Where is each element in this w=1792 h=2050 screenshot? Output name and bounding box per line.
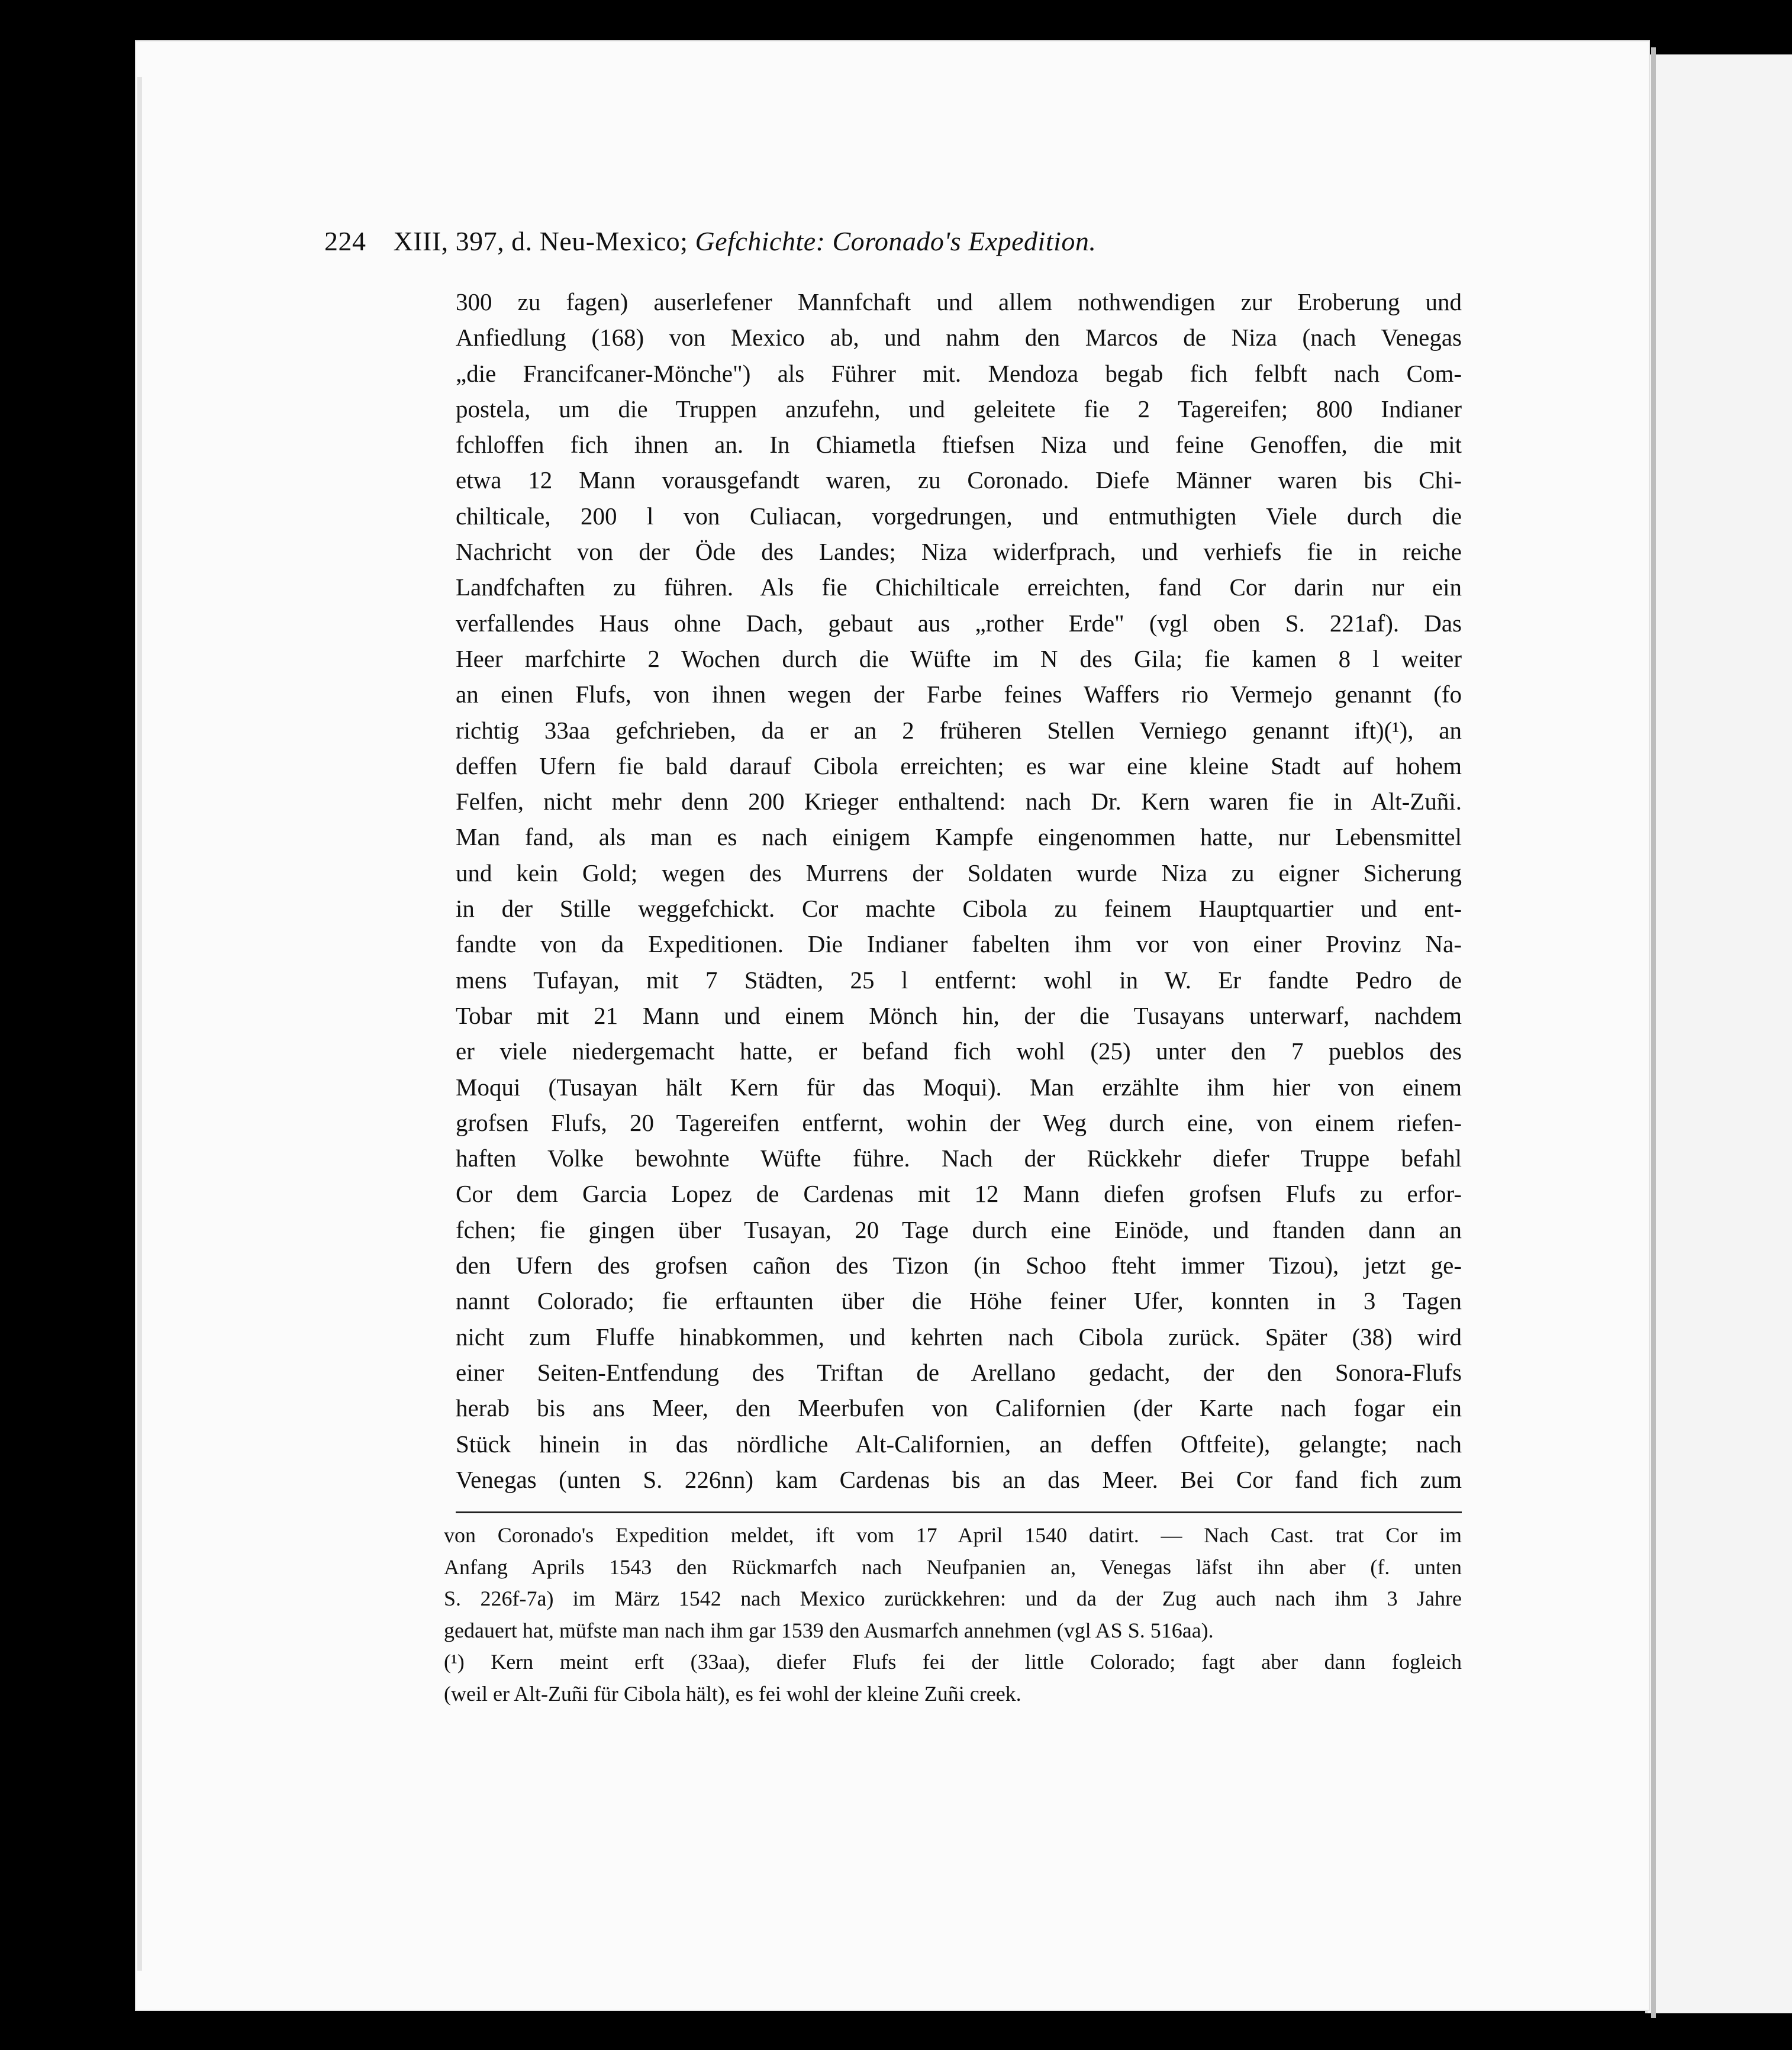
text-line: Heer marfchirte 2 Wochen durch die Wüfte im N des Gila; fie kamen 8 l weiter — [456, 644, 1462, 672]
text-line: er viele niedergemacht hatte, er befand fich wohl (25) unter den 7 pueblos des — [456, 1037, 1462, 1065]
text-line: deffen Ufern fie bald darauf Cibola erreichten; es war eine kleine Stadt auf hohem — [456, 752, 1462, 779]
footnote-line: von Coronado's Expedition meldet, ift vom 17 April 1540 datirt. — Nach Cast. trat Cor im — [444, 1523, 1462, 1547]
text-line: fandte von da Expeditionen. Die Indianer fabelten ihm vor von einer Provinz Na- — [456, 930, 1462, 958]
footnote-line: gedauert hat, müfste man nach ihm gar 1539 den Ausmarfch annehmen (vgl AS S. 516aa). — [444, 1618, 1214, 1642]
text-line: chilticale, 200 l von Culiacan, vorgedrungen, und entmuthigten Viele durch die — [456, 502, 1462, 530]
footnotes — [444, 1520, 1462, 1710]
text-line: einer Seiten-Entfendung des Triftan de Arellano gedacht, der den Sonora-Flufs — [456, 1358, 1462, 1386]
text-line: und kein Gold; wegen des Murrens der Soldaten wurde Niza zu eigner Sicherung — [456, 859, 1462, 887]
footnote-line: S. 226f-7a) im März 1542 nach Mexico zurückkehren: und da der Zug auch nach ihm 3 Jahre — [444, 1587, 1462, 1610]
footnote-divider — [456, 1511, 1462, 1513]
footnote-line: (weil er Alt-Zuñi für Cibola hält), es fei wohl der kleine Zuñi creek. — [444, 1681, 1021, 1706]
main-text — [456, 284, 1462, 1497]
text-line: Venegas (unten S. 226nn) kam Cardenas bis an das Meer. Bei Cor fand fich zum — [456, 1465, 1462, 1493]
text-line: postela, um die Truppen anzufehn, und geleitete fie 2 Tagereifen; 800 Indianer — [456, 395, 1462, 423]
page-shadow-edge — [137, 77, 142, 1971]
text-line: Stück hinein in das nördliche Alt-Californien, an deffen Oftfeite), gelangte; nach — [456, 1430, 1462, 1458]
text-line: nannt Colorado; fie erftaunten über die Höhe feiner Ufer, konnten in 3 Tagen — [456, 1287, 1462, 1315]
text-line: Man fand, als man es nach einigem Kampfe eingenommen hatte, nur Lebensmittel — [456, 823, 1462, 851]
text-line: richtig 33aa gefchrieben, da er an 2 früheren Stellen Verniego genannt ift)(¹), an — [456, 716, 1462, 744]
section-reference: XIII, 397, d. Neu-Mexico; — [393, 226, 688, 256]
text-line: fchen; fie gingen über Tusayan, 20 Tage durch eine Einöde, und ftanden dann an — [456, 1216, 1462, 1243]
text-line: nicht zum Fluffe hinabkommen, und kehrten nach Cibola zurück. Später (38) wird — [456, 1323, 1462, 1350]
text-line: grofsen Flufs, 20 Tagereifen entfernt, wohin der Weg durch eine, von einem riefen- — [456, 1108, 1462, 1136]
sheet-edge — [1651, 47, 1656, 2018]
header-title: Gefchichte: Coronado's Expedition. — [695, 226, 1097, 256]
underlying-sheet — [1645, 54, 1792, 2013]
footnote-line: (¹) Kern meint erft (33aa), diefer Flufs fei der little Colorado; fagt aber dann fogleich — [444, 1650, 1462, 1674]
running-header — [324, 223, 1456, 260]
text-line: mens Tufayan, mit 7 Städten, 25 l entfernt: wohl in W. Er fandte Pedro de — [456, 966, 1462, 994]
page-number: 224 — [324, 226, 366, 256]
text-line: fchloffen fich ihnen an. In Chiametla ftiefsen Niza und feine Genoffen, die mit — [456, 431, 1462, 459]
text-line: Anfiedlung (168) von Mexico ab, und nahm den Marcos de Niza (nach Venegas — [456, 324, 1462, 352]
text-line: Landfchaften zu führen. Als fie Chichilticale erreichten, fand Cor darin nur ein — [456, 573, 1462, 601]
text-line: Felfen, nicht mehr denn 200 Krieger enthaltend: nach Dr. Kern waren fie in Alt-Zuñi. — [456, 788, 1462, 816]
text-line: haften Volke bewohnte Wüfte führe. Nach der Rückkehr diefer Truppe befahl — [456, 1145, 1462, 1172]
text-line: Nachricht von der Öde des Landes; Niza widerfprach, und verhiefs fie in reiche — [456, 538, 1462, 566]
footnote-line: Anfang Aprils 1543 den Rückmarfch nach Neufpanien an, Venegas läfst ihn aber (f. unten — [444, 1555, 1462, 1579]
text-line: 300 zu fagen) auserlefener Mannfchaft und allem nothwendigen zur Eroberung und — [456, 288, 1462, 315]
text-line: etwa 12 Mann vorausgefandt waren, zu Coronado. Diefe Männer waren bis Chi- — [456, 466, 1462, 494]
text-line: verfallendes Haus ohne Dach, gebaut aus „rother Erde" (vgl oben S. 221af). Das — [456, 609, 1462, 637]
text-line: Cor dem Garcia Lopez de Cardenas mit 12 Mann diefen grofsen Flufs zu erfor- — [456, 1180, 1462, 1208]
text-line: Tobar mit 21 Mann und einem Mönch hin, der die Tusayans unterwarf, nachdem — [456, 1001, 1462, 1029]
text-line: den Ufern des grofsen cañon des Tizon (in Schoo fteht immer Tizou), jetzt ge- — [456, 1252, 1462, 1279]
text-line: an einen Flufs, von ihnen wegen der Farbe feines Waffers rio Vermejo genannt (fo — [456, 681, 1462, 708]
text-line: in der Stille weggefchickt. Cor machte Cibola zu feinem Hauptquartier und ent- — [456, 895, 1462, 923]
text-line: „die Francifcaner-Mönche") als Führer mit. Mendoza begab fich felbft nach Com- — [456, 359, 1462, 387]
text-line: herab bis ans Meer, den Meerbufen von Californien (der Karte nach fogar ein — [456, 1394, 1462, 1422]
text-line: Moqui (Tusayan hält Kern für das Moqui). Man erzählte ihm hier von einem — [456, 1073, 1462, 1101]
